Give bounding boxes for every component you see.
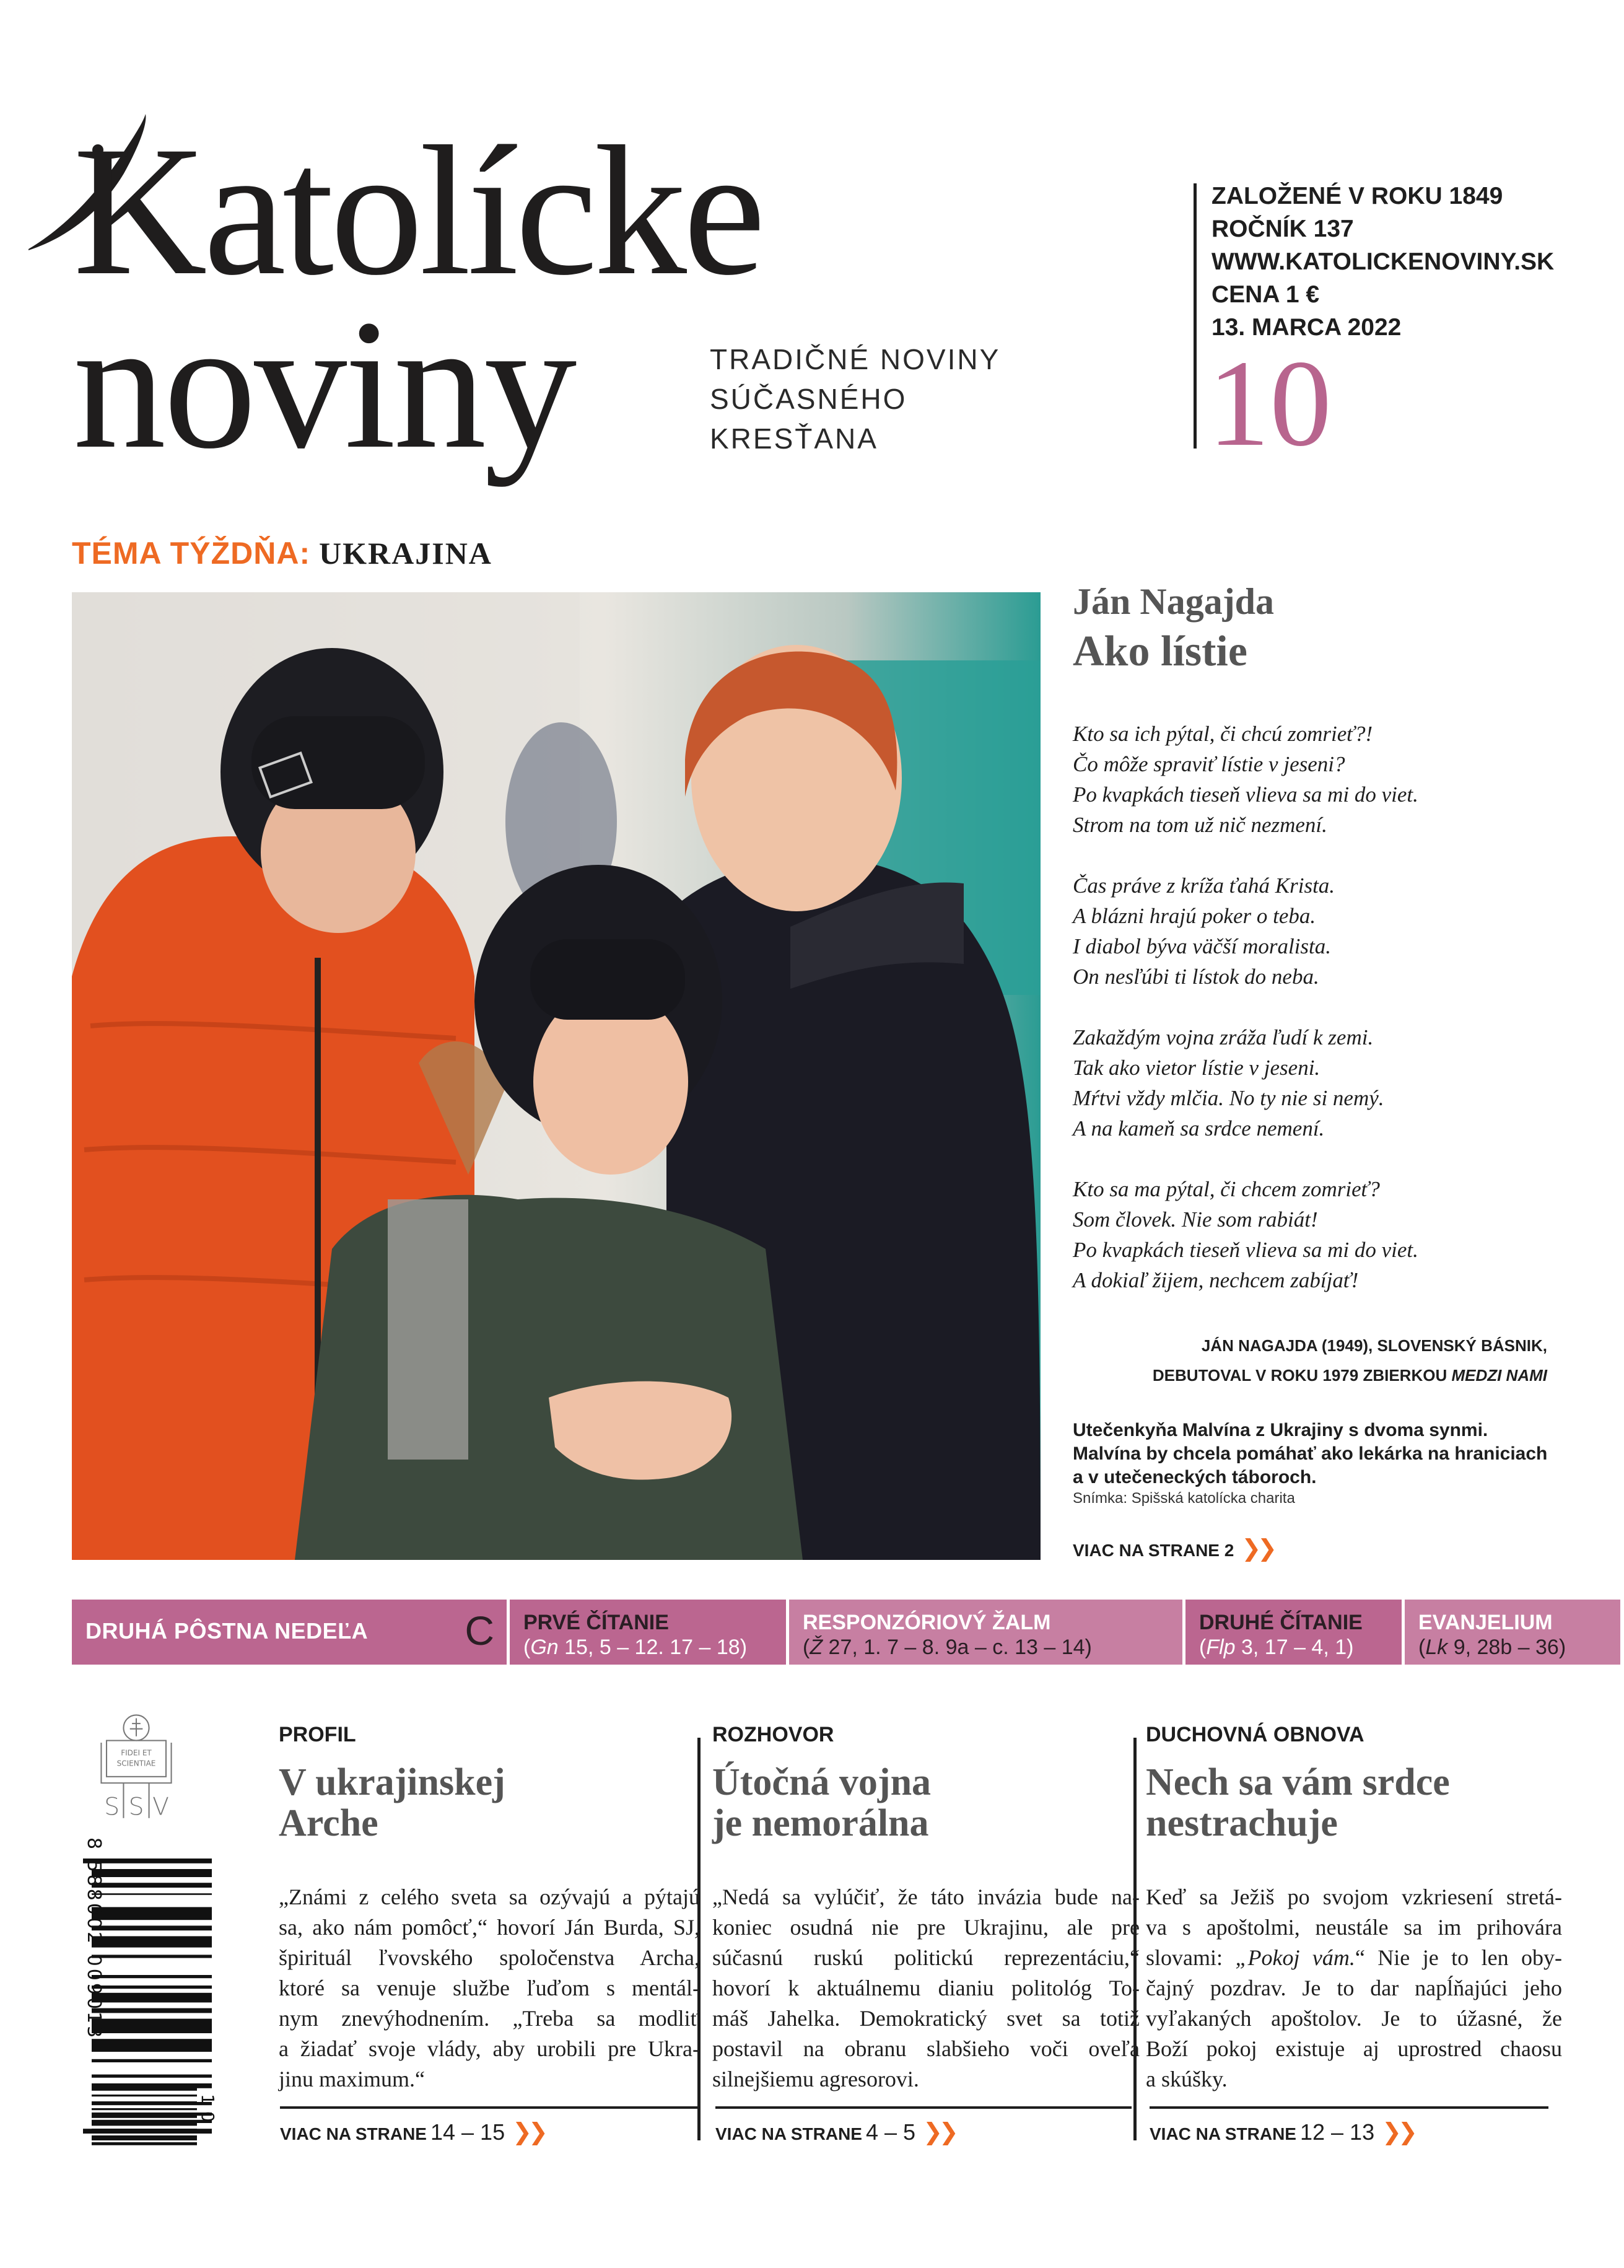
barcode-digits: 8 588002 009013 (83, 1837, 105, 2041)
barcode-addon-bar (92, 2122, 197, 2126)
body-line: a žiadať svoje vlády, aby urobili pre Ukra- (279, 2036, 700, 2061)
barcode-bar (92, 1869, 212, 1877)
reading-ref: (Lk 9, 28b – 36) (1418, 1635, 1566, 1659)
more-on-page-link[interactable] (1073, 1538, 1273, 1562)
body-line: máš Jahelka. Demokratický svet sa totiž (712, 2006, 1140, 2031)
reading-psalm (789, 1600, 1182, 1665)
theme-label: TÉMA TÝŽDŇA: (72, 536, 311, 571)
body-line: Keď sa Ježiš po svojom vzkriesení stretá- (1146, 1885, 1562, 1909)
body-line: Boží pokoj existuje aj uprostred chaosu (1146, 2036, 1562, 2061)
photo-caption (1073, 1419, 1562, 1489)
body-line: čajný pozdrav. Je to dar napĺňajúci jeho (1146, 1976, 1562, 2000)
poem-stanza (1073, 1174, 1418, 1295)
headline-line: je nemorálna (712, 1802, 929, 1844)
seal-motto: FIDEI ET (121, 1748, 152, 1758)
reading-gospel (1405, 1600, 1620, 1665)
double-chevron-right-icon: ❯❯ (923, 2119, 955, 2145)
issue-date: 13. MARCA 2022 (1211, 314, 1402, 341)
issue-info (1211, 180, 1554, 344)
poem-line: Čo môže spraviť lístie v jeseni? (1073, 752, 1345, 776)
article-spiritual (1146, 1710, 1562, 2095)
body-line: „Známi z celého sveta sa ozývajú a pýtajú (279, 1885, 700, 1909)
barcode-bar (92, 1986, 212, 1989)
barcode-addon-bar (92, 2142, 197, 2145)
more-on-page-link[interactable] (280, 2119, 544, 2148)
body-line: „Nedá sa vylúčiť, že táto invázia bude na- (712, 1885, 1140, 1909)
photo-credit: Snímka: Spišská katolícka charita (1073, 1490, 1295, 1507)
reading-verses: 3, 17 – 4, 1) (1235, 1635, 1354, 1659)
poem-line: On nesľúbi ti lístok do neba. (1073, 965, 1319, 989)
column-footer-rule (280, 2106, 699, 2109)
poem-line: Po kvapkách tieseň vlieva sa mi do viet. (1073, 1238, 1418, 1262)
barcode-bar (92, 1993, 212, 2003)
body-quote: „Pokoj vám. (1235, 1945, 1355, 1970)
body-line: jinu maximum.“ (279, 2067, 425, 2091)
poet-note-line: JÁN NAGAJDA (1949), SLOVENSKÝ BÁSNIK, (1201, 1336, 1547, 1355)
poem-line: Zakaždým vojna zráža ľudí k zemi. (1073, 1025, 1374, 1049)
reading-verses: 27, 1. 7 – 8. 9a – c. 13 – 14) (823, 1635, 1092, 1659)
body-line: silnejšiemu agresorovi. (712, 2067, 919, 2091)
barcode-graphic (79, 1834, 222, 2156)
seal-letter: S (104, 1792, 120, 1821)
reading-title: RESPONZÓRIOVÝ ŽALM (803, 1611, 1051, 1634)
issue-number: 10 (1208, 335, 1332, 472)
reading-ref: (Flp 3, 17 – 4, 1) (1199, 1635, 1354, 1659)
reading-title: PRVÉ ČÍTANIE (523, 1611, 669, 1634)
barcode-bar (92, 2059, 212, 2062)
sunday-name: DRUHÁ PÔSTNA NEDEĽA (85, 1618, 369, 1644)
body-line: va s apoštolmi, neustále sa im prihovára (1146, 1915, 1562, 1940)
reading-book: Ž (810, 1635, 823, 1659)
more-label: VIAC NA STRANE (1150, 2124, 1296, 2143)
poem-title: Ako lístie (1073, 628, 1247, 675)
tagline-line: TRADIČNÉ NOVINY (710, 343, 1001, 375)
double-chevron-right-icon: ❯❯ (1241, 1536, 1274, 1562)
poet-note-line (1053, 1360, 1547, 1390)
more-label: VIAC NA STRANE (280, 2124, 427, 2143)
article-profile (279, 1710, 700, 2095)
more-on-page-link[interactable] (1150, 2119, 1414, 2148)
barcode-bar (92, 2039, 212, 2052)
seal-letter: V (152, 1792, 169, 1821)
caption-line: Malvína by chcela pomáhať ako lekárka na hraniciach (1073, 1443, 1548, 1464)
sunday-cell (72, 1600, 507, 1665)
poem-text (1073, 719, 1418, 1326)
poem-line: I diabol býva väčší moralista. (1073, 934, 1332, 958)
poem-line: Čas práve z kríža ťahá Krista. (1073, 873, 1335, 898)
liturgy-band (72, 1600, 1566, 1665)
reading-book: Flp (1206, 1635, 1236, 1659)
headline-line: V ukrajinskej (279, 1761, 505, 1803)
poem-stanza (1073, 870, 1418, 992)
caption-line: Utečenkyňa Malvína z Ukrajiny s dvoma synmi. (1073, 1420, 1488, 1440)
column-footer-rule (1150, 2106, 1548, 2109)
headline-line: Útočná vojna (712, 1761, 932, 1803)
body-line: hovorí k aktuálnemu dianiu politológ To- (712, 1976, 1140, 2000)
logo-line-1: Katolícke (73, 108, 762, 313)
more-label: VIAC NA STRANE (715, 2124, 862, 2143)
article-kicker: PROFIL (279, 1723, 356, 1746)
price-text: CENA 1 € (1211, 281, 1320, 308)
website-link[interactable]: WWW.KATOLICKENOVINY.SK (1211, 248, 1555, 275)
founded-text: ZALOŽENÉ V ROKU 1849 (1211, 183, 1503, 209)
column-footer-rule (715, 2106, 1132, 2109)
seal-letter: S (128, 1792, 144, 1821)
barcode-bar (92, 1893, 212, 1895)
article-interview (712, 1710, 1140, 2095)
poem-line: Kto sa ma pýtal, či chcem zomrieť? (1073, 1177, 1380, 1201)
barcode-bar (92, 1925, 212, 1930)
body-text: “ Nie je to len oby- (1355, 1945, 1563, 1970)
poem-stanza (1073, 719, 1418, 840)
article-headline[interactable] (1146, 1762, 1562, 1844)
poem-line: A blázni hrajú poker o teba. (1073, 904, 1316, 928)
tagline (710, 339, 1000, 458)
article-kicker: DUCHOVNÁ OBNOVA (1146, 1723, 1364, 1746)
poem-line: Strom na tom už nič nezmení. (1073, 813, 1327, 837)
more-pages: 12 – 13 (1299, 2119, 1375, 2145)
barcode-addon-bar (92, 2101, 197, 2104)
cover-photo-illustration (72, 592, 1041, 1560)
body-line: koniec osudná nie pre Ukrajinu, ale pre (712, 1915, 1140, 1940)
theme-value: UKRAJINA (319, 536, 492, 571)
poem-line: A dokiaľ žijem, nechcem zabíjať! (1073, 1268, 1359, 1292)
reading-ref: (Gn 15, 5 – 12. 17 – 18) (523, 1635, 748, 1659)
more-pages: 4 – 5 (865, 2119, 916, 2145)
poem-line: Po kvapkách tieseň vlieva sa mi do viet. (1073, 782, 1418, 807)
poem-line: Mŕtvi vždy mlčia. No ty nie si nemý. (1073, 1086, 1384, 1110)
body-line: ktoré sa venuje službe ľuďom s mentál- (279, 1976, 700, 2000)
barcode-bar (92, 2008, 212, 2013)
theme-of-week (72, 532, 492, 575)
body-line: a skúšky. (1146, 2067, 1228, 2091)
ssv-seal-logo (99, 1697, 173, 1840)
reading-verses: 9, 28b – 36) (1447, 1635, 1566, 1659)
reading-book: Gn (530, 1635, 559, 1659)
poem-line: A na kameň sa srdce nemení. (1073, 1116, 1325, 1141)
reading-verses: 15, 5 – 12. 17 – 18) (558, 1635, 748, 1659)
barcode-bar (92, 2019, 212, 2033)
barcode-addon-digits: 10 (198, 2094, 218, 2129)
article-kicker: ROZHOVOR (712, 1723, 834, 1746)
reading-ref: (Ž 27, 1. 7 – 8. 9a – c. 13 – 14) (803, 1635, 1092, 1659)
barcode-bar (92, 2083, 212, 2088)
info-divider (1194, 183, 1197, 449)
poem-stanza (1073, 1022, 1418, 1144)
reading-book: Lk (1425, 1635, 1448, 1659)
poem-line: Kto sa ich pýtal, či chcú zomrieť?! (1073, 722, 1373, 746)
article-headline[interactable] (712, 1762, 1140, 1844)
tagline-line: SÚČASNÉHO (710, 383, 907, 415)
barcode-addon-bar (92, 2095, 197, 2096)
seal-motto: SCIENTIAE (116, 1759, 156, 1768)
barcode-addon-bar (92, 2135, 197, 2140)
barcode-addon-bar (92, 2088, 197, 2091)
poet-note (1053, 1331, 1547, 1390)
headline-line: Nech sa vám srdce (1146, 1761, 1450, 1803)
poem-line: Tak ako vietor lístie v jeseni. (1073, 1056, 1321, 1080)
barcode-bar (92, 1975, 212, 1978)
body-text: slovami: (1146, 1945, 1236, 1970)
reading-first (510, 1600, 786, 1665)
reading-title: DRUHÉ ČÍTANIE (1199, 1611, 1363, 1634)
reading-second (1185, 1600, 1402, 1665)
barcode-bar (92, 1907, 212, 1920)
body-line: špirituál ľvovského spoločenstva Archa, (279, 1945, 700, 1970)
headline-line: nestrachuje (1146, 1802, 1338, 1844)
reading-title: EVANJELIUM (1418, 1611, 1553, 1634)
more-on-page-link[interactable] (715, 2119, 955, 2148)
article-body (1146, 1882, 1562, 2095)
double-chevron-right-icon: ❯❯ (512, 2119, 544, 2145)
headline-line: Arche (279, 1802, 378, 1844)
body-line (1146, 1943, 1562, 1973)
double-chevron-right-icon: ❯❯ (1382, 2119, 1414, 2145)
poet-book-title: MEDZI NAMI (1451, 1366, 1547, 1385)
poet-note-text: DEBUTOVAL V ROKU 1979 ZBIERKOU (1152, 1366, 1452, 1385)
barcode-addon-bar (92, 2108, 197, 2110)
logo-line-2: noviny (73, 281, 575, 487)
barcode-bar (92, 1936, 212, 1947)
article-headline[interactable] (279, 1762, 700, 1844)
article-body (712, 1882, 1140, 2095)
barcode (79, 1834, 222, 2156)
body-line: nym znevýhodnením. „Treba sa modliť (279, 2006, 700, 2031)
poem-line: Som človek. Nie som rabiát! (1073, 1207, 1318, 1232)
volume-text: ROČNÍK 137 (1211, 216, 1354, 242)
poem-author: Ján Nagajda (1073, 581, 1275, 622)
body-line: vyľakaných apoštolov. Je to úžasné, že (1146, 2006, 1562, 2031)
liturgical-cycle: C (465, 1608, 494, 1653)
barcode-bar (92, 1883, 212, 1888)
barcode-addon-bar (92, 2129, 197, 2130)
article-body (279, 1882, 700, 2095)
more-pages: 14 – 15 (430, 2119, 505, 2145)
more-label: VIAC NA STRANE 2 (1073, 1541, 1234, 1560)
barcode-addon-bar (92, 2115, 197, 2118)
caption-line: a v utečeneckých táboroch. (1073, 1467, 1317, 1487)
cover-photo (72, 592, 1041, 1560)
body-line: postavil na obranu slabšieho voči oveľa (712, 2036, 1140, 2061)
body-line: sa, ako nám pomôcť,“ hovorí Ján Burda, SJ, (279, 1915, 700, 1940)
body-line: súčasnú ruskú politickú reprezentáciu,“ (712, 1945, 1140, 1970)
barcode-bar (92, 1955, 212, 1958)
tagline-line: KRESŤANA (710, 423, 878, 455)
barcode-bar (92, 2075, 212, 2078)
